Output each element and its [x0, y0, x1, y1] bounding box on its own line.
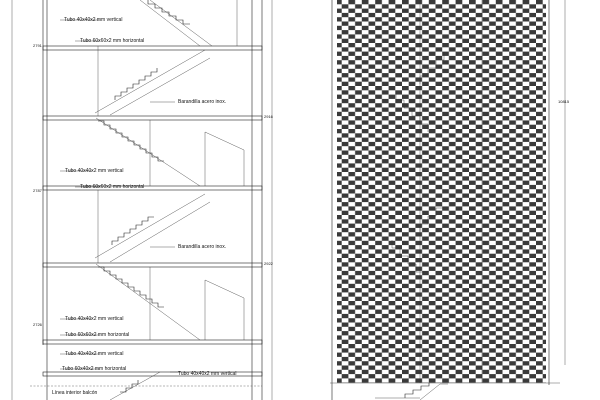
elevation-ground-stair [375, 383, 448, 400]
dimension-right-1: 2916 [264, 114, 273, 119]
label-tubo-vertical-5: Tubo 40x40x2 mm vertical [178, 371, 237, 377]
label-tubo-vertical-4: Tubo 40x40x2 mm vertical [65, 351, 124, 357]
dimension-left-1: 2791 [33, 43, 42, 48]
dimension-right-2: 2922 [264, 261, 273, 266]
label-barandilla-1: Barandilla acero inox. [178, 99, 227, 105]
label-tubo-vertical-2: Tubo 40x40x2 mm vertical [65, 168, 124, 174]
label-barandilla-2: Barandilla acero inox. [178, 244, 227, 250]
label-tubo-horizontal-3: Tubo 60x60x2 mm horizontal [65, 332, 130, 338]
section-view [12, 0, 274, 400]
dimension-elevation: 10815 [558, 99, 570, 104]
label-linea-interior: Línea interior balcón [52, 390, 98, 396]
label-tubo-horizontal-4: Tubo 60x40x2 mm horizontal [62, 366, 127, 372]
label-tubo-horizontal-2: Tubo 60x60x2 mm horizontal [80, 184, 145, 190]
dimension-left-2: 2787 [33, 188, 42, 193]
cladding-panel [337, 0, 546, 383]
stair-flight-0 [140, 0, 237, 46]
dimension-left-3: 2726 [33, 322, 42, 327]
floor-slabs [43, 46, 262, 376]
label-tubo-horizontal-1: Tubo 60x60x2 mm horizontal [80, 38, 145, 44]
elevation-view [330, 0, 570, 400]
label-tubo-vertical-1: Tubo 40x40x2 mm vertical [64, 17, 123, 23]
label-tubo-vertical-3: Tubo 40x40x2 mm vertical [65, 316, 124, 322]
